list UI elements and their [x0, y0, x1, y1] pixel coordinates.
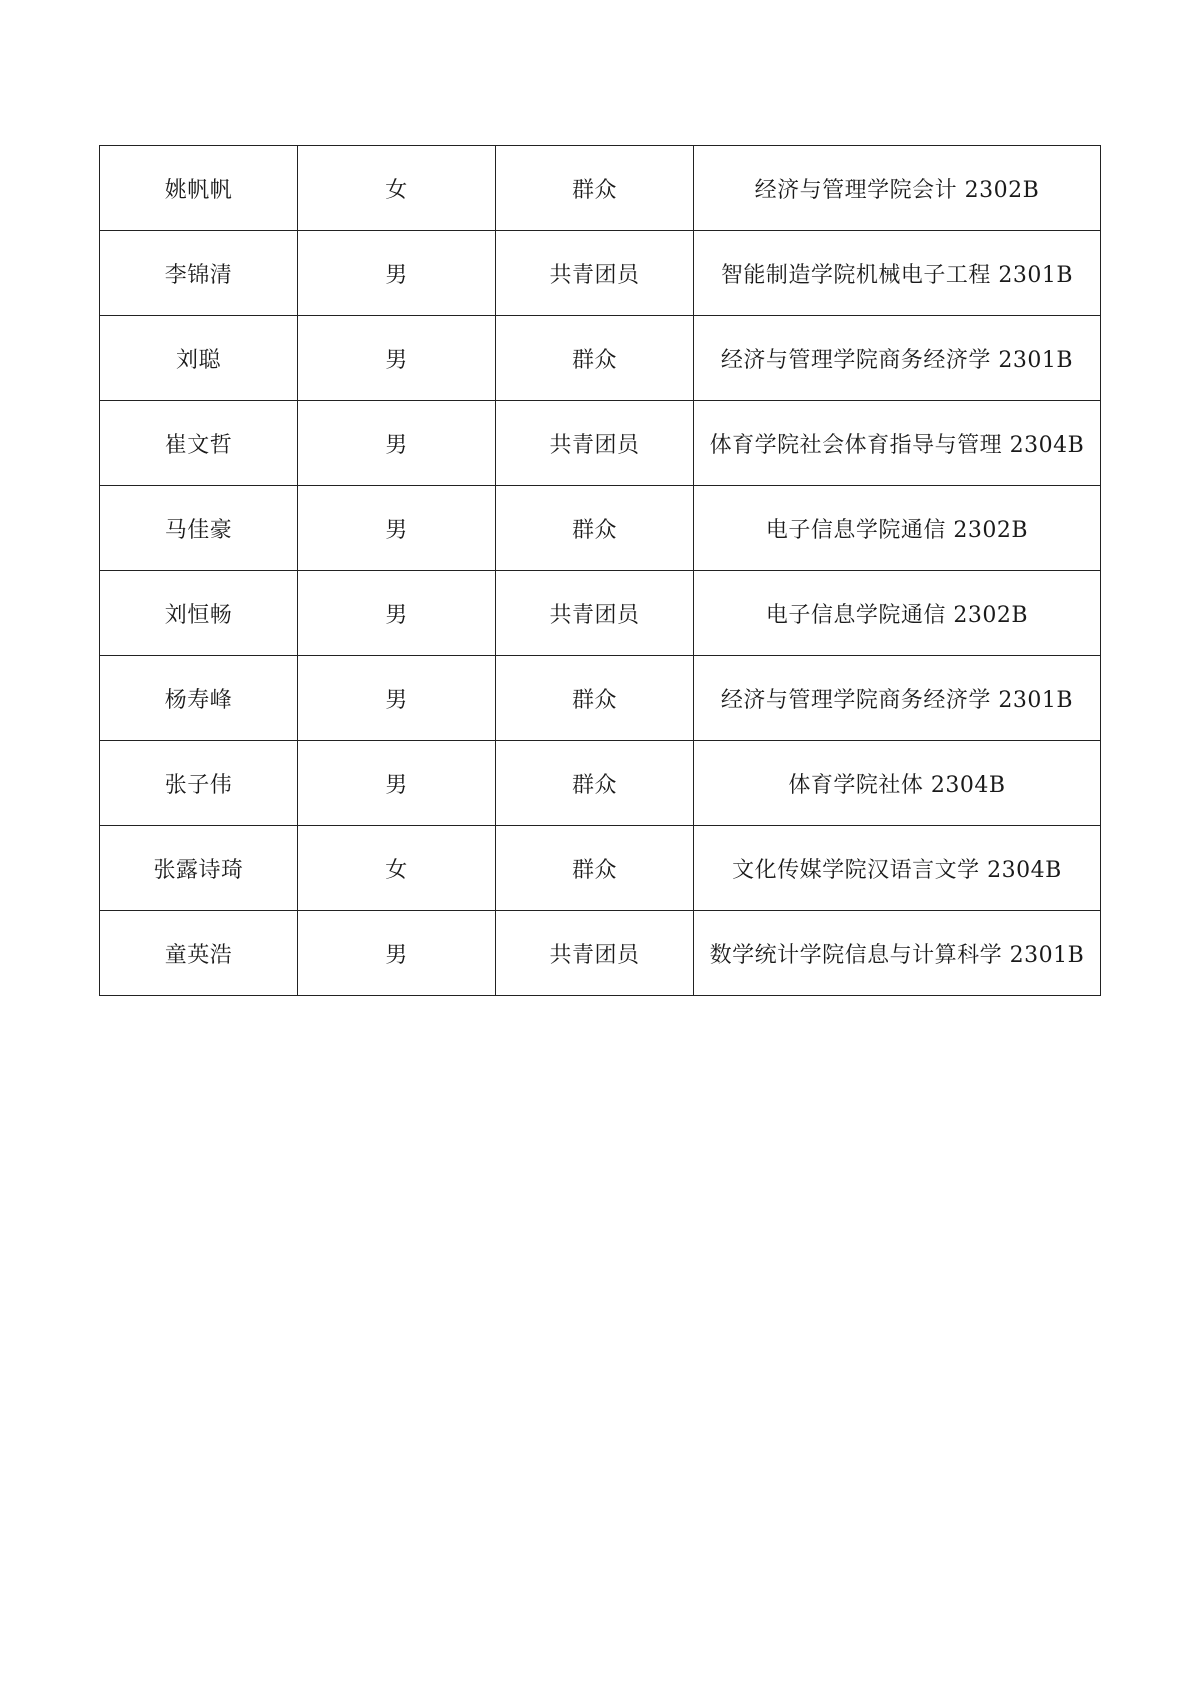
- class-cell: 经济与管理学院会计 2302B: [694, 146, 1101, 231]
- table-row: [100, 146, 1101, 231]
- class-cell: 数学统计学院信息与计算科学 2301B: [694, 911, 1101, 996]
- table-row: [100, 231, 1101, 316]
- political-status-cell: 群众: [496, 486, 694, 571]
- name-cell: 张露诗琦: [100, 826, 298, 911]
- table-row: [100, 656, 1101, 741]
- class-cell: 经济与管理学院商务经济学 2301B: [694, 316, 1101, 401]
- political-status-cell: 共青团员: [496, 401, 694, 486]
- gender-cell: 女: [298, 826, 496, 911]
- gender-cell: 男: [298, 656, 496, 741]
- name-cell: 马佳豪: [100, 486, 298, 571]
- political-status-cell: 群众: [496, 316, 694, 401]
- name-cell: 崔文哲: [100, 401, 298, 486]
- political-status-cell: 共青团员: [496, 911, 694, 996]
- name-cell: 杨寿峰: [100, 656, 298, 741]
- political-status-cell: 群众: [496, 826, 694, 911]
- name-cell: 刘聪: [100, 316, 298, 401]
- class-cell: 智能制造学院机械电子工程 2301B: [694, 231, 1101, 316]
- class-cell: 体育学院社会体育指导与管理 2304B: [694, 401, 1101, 486]
- name-cell: 张子伟: [100, 741, 298, 826]
- political-status-cell: 群众: [496, 656, 694, 741]
- table-row: [100, 401, 1101, 486]
- gender-cell: 女: [298, 146, 496, 231]
- table-row: [100, 486, 1101, 571]
- table-row: [100, 826, 1101, 911]
- gender-cell: 男: [298, 231, 496, 316]
- class-cell: 经济与管理学院商务经济学 2301B: [694, 656, 1101, 741]
- name-cell: 童英浩: [100, 911, 298, 996]
- table-row: [100, 571, 1101, 656]
- class-cell: 体育学院社体 2304B: [694, 741, 1101, 826]
- class-cell: 文化传媒学院汉语言文学 2304B: [694, 826, 1101, 911]
- gender-cell: 男: [298, 316, 496, 401]
- name-cell: 刘恒畅: [100, 571, 298, 656]
- political-status-cell: 共青团员: [496, 571, 694, 656]
- political-status-cell: 群众: [496, 146, 694, 231]
- gender-cell: 男: [298, 911, 496, 996]
- name-cell: 姚帆帆: [100, 146, 298, 231]
- student-roster-table: [99, 145, 1101, 996]
- class-cell: 电子信息学院通信 2302B: [694, 486, 1101, 571]
- name-cell: 李锦清: [100, 231, 298, 316]
- gender-cell: 男: [298, 401, 496, 486]
- table-row: [100, 316, 1101, 401]
- gender-cell: 男: [298, 571, 496, 656]
- gender-cell: 男: [298, 486, 496, 571]
- gender-cell: 男: [298, 741, 496, 826]
- class-cell: 电子信息学院通信 2302B: [694, 571, 1101, 656]
- table-row: [100, 911, 1101, 996]
- political-status-cell: 群众: [496, 741, 694, 826]
- table-row: [100, 741, 1101, 826]
- political-status-cell: 共青团员: [496, 231, 694, 316]
